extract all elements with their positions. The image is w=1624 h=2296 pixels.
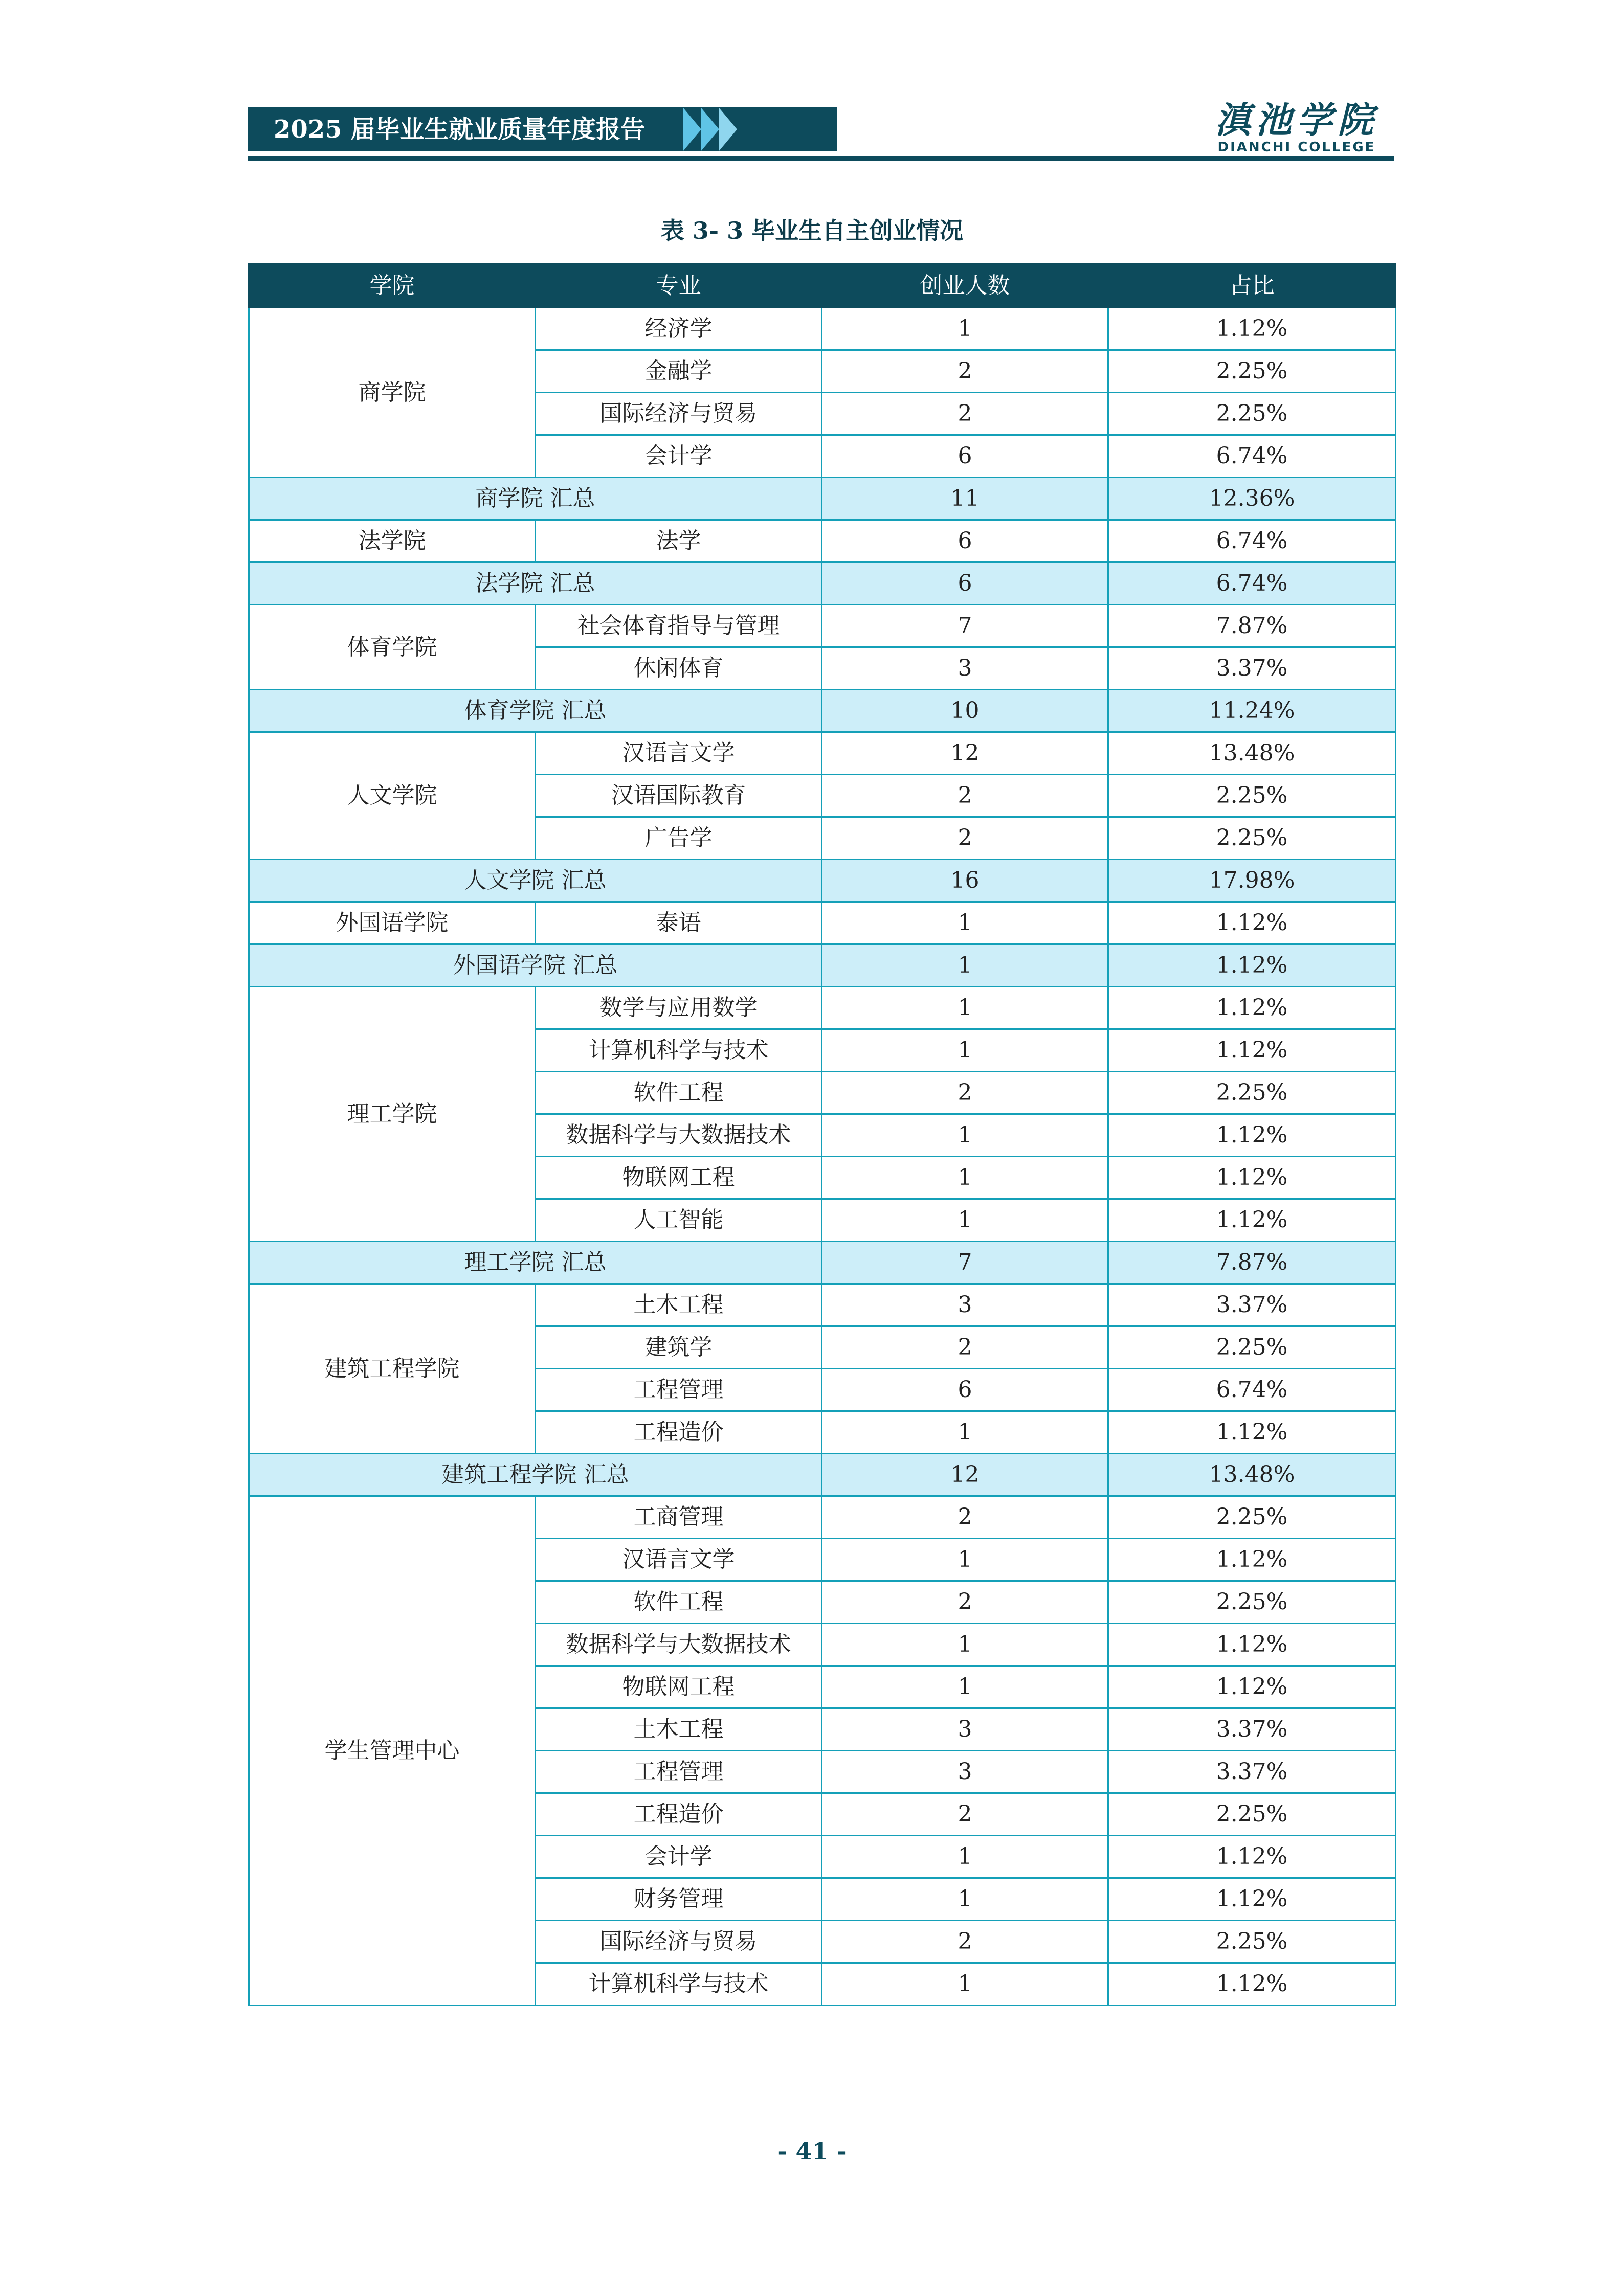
summary-percent: 6.74% <box>1108 562 1396 605</box>
count-cell: 6 <box>822 1369 1108 1411</box>
table-row <box>249 1496 1396 1539</box>
college-cell: 外国语学院 <box>249 902 536 944</box>
percent-cell: 3.37% <box>1108 1284 1396 1326</box>
major-cell: 物联网工程 <box>536 1666 822 1708</box>
percent-cell: 2.25% <box>1108 1581 1396 1624</box>
major-cell: 工程造价 <box>536 1793 822 1836</box>
major-cell: 物联网工程 <box>536 1157 822 1199</box>
percent-cell: 2.25% <box>1108 1793 1396 1836</box>
count-cell: 2 <box>822 1793 1108 1836</box>
college-cell: 学生管理中心 <box>249 1496 536 2006</box>
count-cell: 2 <box>822 1326 1108 1369</box>
major-cell: 工商管理 <box>536 1496 822 1539</box>
header-college: 学院 <box>249 264 536 308</box>
header-percent: 占比 <box>1108 264 1396 308</box>
summary-label: 建筑工程学院 汇总 <box>249 1454 822 1496</box>
summary-percent: 1.12% <box>1108 944 1396 987</box>
report-header-band <box>248 107 837 151</box>
summary-row <box>249 1242 1396 1284</box>
count-cell: 1 <box>822 1114 1108 1157</box>
percent-cell: 1.12% <box>1108 1963 1396 2006</box>
percent-cell: 1.12% <box>1108 1029 1396 1072</box>
college-cell: 商学院 <box>249 308 536 478</box>
count-cell: 2 <box>822 393 1108 435</box>
percent-cell: 1.12% <box>1108 308 1396 350</box>
major-cell: 汉语言文学 <box>536 732 822 775</box>
summary-count: 10 <box>822 690 1108 732</box>
summary-row <box>249 690 1396 732</box>
summary-percent: 12.36% <box>1108 478 1396 520</box>
report-title: 2025 届毕业生就业质量年度报告 <box>274 115 646 144</box>
summary-count: 12 <box>822 1454 1108 1496</box>
percent-cell: 2.25% <box>1108 1326 1396 1369</box>
percent-cell: 1.12% <box>1108 1836 1396 1878</box>
chevron-arrow-icon <box>683 107 701 151</box>
table-row <box>249 1284 1396 1326</box>
summary-row <box>249 562 1396 605</box>
count-cell: 3 <box>822 647 1108 690</box>
count-cell: 1 <box>822 987 1108 1029</box>
count-cell: 2 <box>822 1921 1108 1963</box>
percent-cell: 1.12% <box>1108 1539 1396 1581</box>
table-row <box>249 308 1396 350</box>
major-cell: 休闲体育 <box>536 647 822 690</box>
major-cell: 人工智能 <box>536 1199 822 1242</box>
table-caption: 表 3- 3 毕业生自主创业情况 <box>660 217 964 244</box>
percent-cell: 1.12% <box>1108 1199 1396 1242</box>
percent-cell: 2.25% <box>1108 817 1396 860</box>
percent-cell: 1.12% <box>1108 1114 1396 1157</box>
percent-cell: 2.25% <box>1108 393 1396 435</box>
count-cell: 12 <box>822 732 1108 775</box>
percent-cell: 13.48% <box>1108 732 1396 775</box>
summary-count: 6 <box>822 562 1108 605</box>
summary-label: 理工学院 汇总 <box>249 1242 822 1284</box>
major-cell: 计算机科学与技术 <box>536 1029 822 1072</box>
major-cell: 金融学 <box>536 350 822 393</box>
count-cell: 2 <box>822 350 1108 393</box>
major-cell: 软件工程 <box>536 1581 822 1624</box>
summary-percent: 11.24% <box>1108 690 1396 732</box>
table-row <box>249 520 1396 562</box>
college-cell: 建筑工程学院 <box>249 1284 536 1454</box>
major-cell: 财务管理 <box>536 1878 822 1921</box>
summary-percent: 17.98% <box>1108 860 1396 902</box>
count-cell: 1 <box>822 1624 1108 1666</box>
count-cell: 7 <box>822 605 1108 647</box>
chevron-arrow-icon <box>719 107 737 151</box>
table-row <box>249 732 1396 775</box>
major-cell: 计算机科学与技术 <box>536 1963 822 2006</box>
summary-count: 11 <box>822 478 1108 520</box>
college-logo <box>1202 100 1391 156</box>
percent-cell: 1.12% <box>1108 1624 1396 1666</box>
count-cell: 1 <box>822 1411 1108 1454</box>
major-cell: 数学与应用数学 <box>536 987 822 1029</box>
percent-cell: 1.12% <box>1108 1666 1396 1708</box>
major-cell: 广告学 <box>536 817 822 860</box>
count-cell: 1 <box>822 1157 1108 1199</box>
percent-cell: 2.25% <box>1108 1496 1396 1539</box>
count-cell: 2 <box>822 1581 1108 1624</box>
table-row <box>249 902 1396 944</box>
major-cell: 汉语言文学 <box>536 1539 822 1581</box>
logo-english: DIANCHI COLLEGE <box>1217 140 1376 155</box>
major-cell: 社会体育指导与管理 <box>536 605 822 647</box>
percent-cell: 2.25% <box>1108 1921 1396 1963</box>
count-cell: 1 <box>822 1963 1108 2006</box>
count-cell: 1 <box>822 1539 1108 1581</box>
table-header-row <box>249 264 1396 308</box>
percent-cell: 1.12% <box>1108 1157 1396 1199</box>
percent-cell: 6.74% <box>1108 520 1396 562</box>
page-number: - 41 - <box>777 2137 847 2165</box>
count-cell: 1 <box>822 308 1108 350</box>
percent-cell: 1.12% <box>1108 1411 1396 1454</box>
summary-row <box>249 1454 1396 1496</box>
header-count: 创业人数 <box>822 264 1108 308</box>
college-cell: 体育学院 <box>249 605 536 690</box>
summary-count: 7 <box>822 1242 1108 1284</box>
summary-row <box>249 478 1396 520</box>
count-cell: 3 <box>822 1284 1108 1326</box>
count-cell: 2 <box>822 775 1108 817</box>
summary-row <box>249 860 1396 902</box>
count-cell: 2 <box>822 1496 1108 1539</box>
chevron-arrow-icon <box>701 107 719 151</box>
summary-percent: 7.87% <box>1108 1242 1396 1284</box>
summary-count: 16 <box>822 860 1108 902</box>
count-cell: 1 <box>822 1836 1108 1878</box>
percent-cell: 3.37% <box>1108 1751 1396 1793</box>
percent-cell: 2.25% <box>1108 1072 1396 1114</box>
table-row <box>249 605 1396 647</box>
summary-label: 商学院 汇总 <box>249 478 822 520</box>
percent-cell: 1.12% <box>1108 902 1396 944</box>
major-cell: 国际经济与贸易 <box>536 1921 822 1963</box>
count-cell: 1 <box>822 1029 1108 1072</box>
count-cell: 2 <box>822 1072 1108 1114</box>
major-cell: 软件工程 <box>536 1072 822 1114</box>
percent-cell: 6.74% <box>1108 435 1396 478</box>
major-cell: 数据科学与大数据技术 <box>536 1114 822 1157</box>
count-cell: 3 <box>822 1751 1108 1793</box>
college-cell: 人文学院 <box>249 732 536 860</box>
count-cell: 3 <box>822 1708 1108 1751</box>
major-cell: 汉语国际教育 <box>536 775 822 817</box>
college-cell: 理工学院 <box>249 987 536 1242</box>
major-cell: 土木工程 <box>536 1708 822 1751</box>
percent-cell: 1.12% <box>1108 1878 1396 1921</box>
summary-label: 法学院 汇总 <box>249 562 822 605</box>
major-cell: 工程管理 <box>536 1751 822 1793</box>
count-cell: 6 <box>822 435 1108 478</box>
major-cell: 工程管理 <box>536 1369 822 1411</box>
summary-row <box>249 944 1396 987</box>
major-cell: 泰语 <box>536 902 822 944</box>
major-cell: 法学 <box>536 520 822 562</box>
entrepreneurship-table <box>248 263 1396 2006</box>
table-row <box>249 987 1396 1029</box>
logo-chinese: 滇池学院 <box>1215 99 1378 141</box>
summary-count: 1 <box>822 944 1108 987</box>
summary-percent: 13.48% <box>1108 1454 1396 1496</box>
count-cell: 1 <box>822 1878 1108 1921</box>
major-cell: 经济学 <box>536 308 822 350</box>
percent-cell: 1.12% <box>1108 987 1396 1029</box>
summary-label: 体育学院 汇总 <box>249 690 822 732</box>
count-cell: 1 <box>822 1666 1108 1708</box>
percent-cell: 6.74% <box>1108 1369 1396 1411</box>
header-rule <box>248 156 1394 161</box>
major-cell: 建筑学 <box>536 1326 822 1369</box>
count-cell: 6 <box>822 520 1108 562</box>
percent-cell: 3.37% <box>1108 1708 1396 1751</box>
major-cell: 国际经济与贸易 <box>536 393 822 435</box>
count-cell: 2 <box>822 817 1108 860</box>
percent-cell: 7.87% <box>1108 605 1396 647</box>
major-cell: 工程造价 <box>536 1411 822 1454</box>
percent-cell: 3.37% <box>1108 647 1396 690</box>
percent-cell: 2.25% <box>1108 350 1396 393</box>
major-cell: 土木工程 <box>536 1284 822 1326</box>
header-major: 专业 <box>536 264 822 308</box>
count-cell: 1 <box>822 902 1108 944</box>
major-cell: 会计学 <box>536 1836 822 1878</box>
major-cell: 数据科学与大数据技术 <box>536 1624 822 1666</box>
count-cell: 1 <box>822 1199 1108 1242</box>
college-cell: 法学院 <box>249 520 536 562</box>
major-cell: 会计学 <box>536 435 822 478</box>
summary-label: 人文学院 汇总 <box>249 860 822 902</box>
summary-label: 外国语学院 汇总 <box>249 944 822 987</box>
percent-cell: 2.25% <box>1108 775 1396 817</box>
